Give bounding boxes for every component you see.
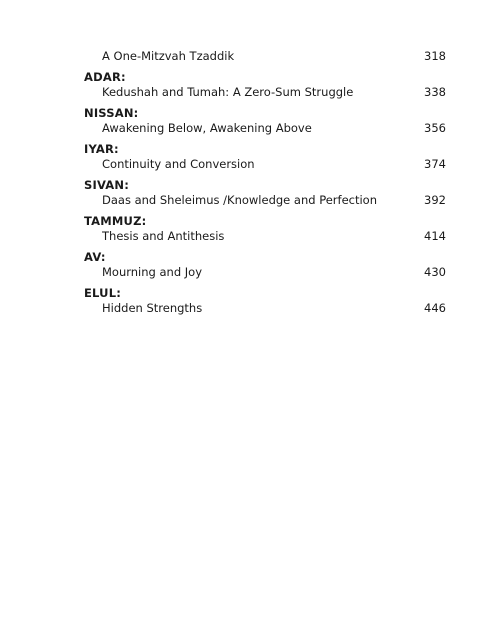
toc-entry[interactable] [84, 229, 446, 244]
entry-title: Hidden Strengths [102, 301, 203, 315]
toc-entry[interactable] [84, 85, 446, 100]
entry-page-number: 338 [424, 85, 446, 99]
toc-section-iyar [84, 142, 446, 172]
toc-entry[interactable] [84, 265, 446, 280]
entry-page-number: 414 [424, 229, 446, 243]
section-heading: ELUL: [84, 286, 122, 300]
section-heading: SIVAN: [84, 178, 130, 192]
entry-page-number: 392 [424, 193, 446, 207]
toc-section-nissan [84, 106, 446, 136]
entry-page-number: 430 [424, 265, 446, 279]
section-heading: AV: [84, 250, 106, 264]
toc-section-sivan [84, 178, 446, 208]
toc-section-adar [84, 70, 446, 100]
toc-section-av [84, 250, 446, 280]
entry-page-number: 374 [424, 157, 446, 171]
entry-title: Kedushah and Tumah: A Zero-Sum Struggle [102, 85, 354, 99]
toc-entry[interactable] [84, 193, 446, 208]
section-heading: TAMMUZ: [84, 214, 147, 228]
section-heading: IYAR: [84, 142, 119, 156]
table-of-contents [84, 49, 446, 316]
toc-section-elul [84, 286, 446, 316]
entry-title: Awakening Below, Awakening Above [102, 121, 312, 135]
entry-title: Thesis and Antithesis [102, 229, 225, 243]
toc-entry[interactable] [84, 157, 446, 172]
entry-title: Mourning and Joy [102, 265, 203, 279]
section-heading: ADAR: [84, 70, 126, 84]
entry-title: Daas and Sheleimus /Knowledge and Perfection [102, 193, 377, 207]
toc-section-tammuz [84, 214, 446, 244]
entry-page-number: 356 [424, 121, 446, 135]
entry-page-number: 318 [424, 49, 446, 63]
toc-section-continued [84, 49, 446, 64]
entry-title: Continuity and Conversion [102, 157, 255, 171]
toc-entry[interactable] [84, 49, 446, 64]
entry-page-number: 446 [424, 301, 446, 315]
section-heading: NISSAN: [84, 106, 139, 120]
toc-entry[interactable] [84, 301, 446, 316]
entry-title: A One-Mitzvah Tzaddik [102, 49, 235, 63]
toc-entry[interactable] [84, 121, 446, 136]
